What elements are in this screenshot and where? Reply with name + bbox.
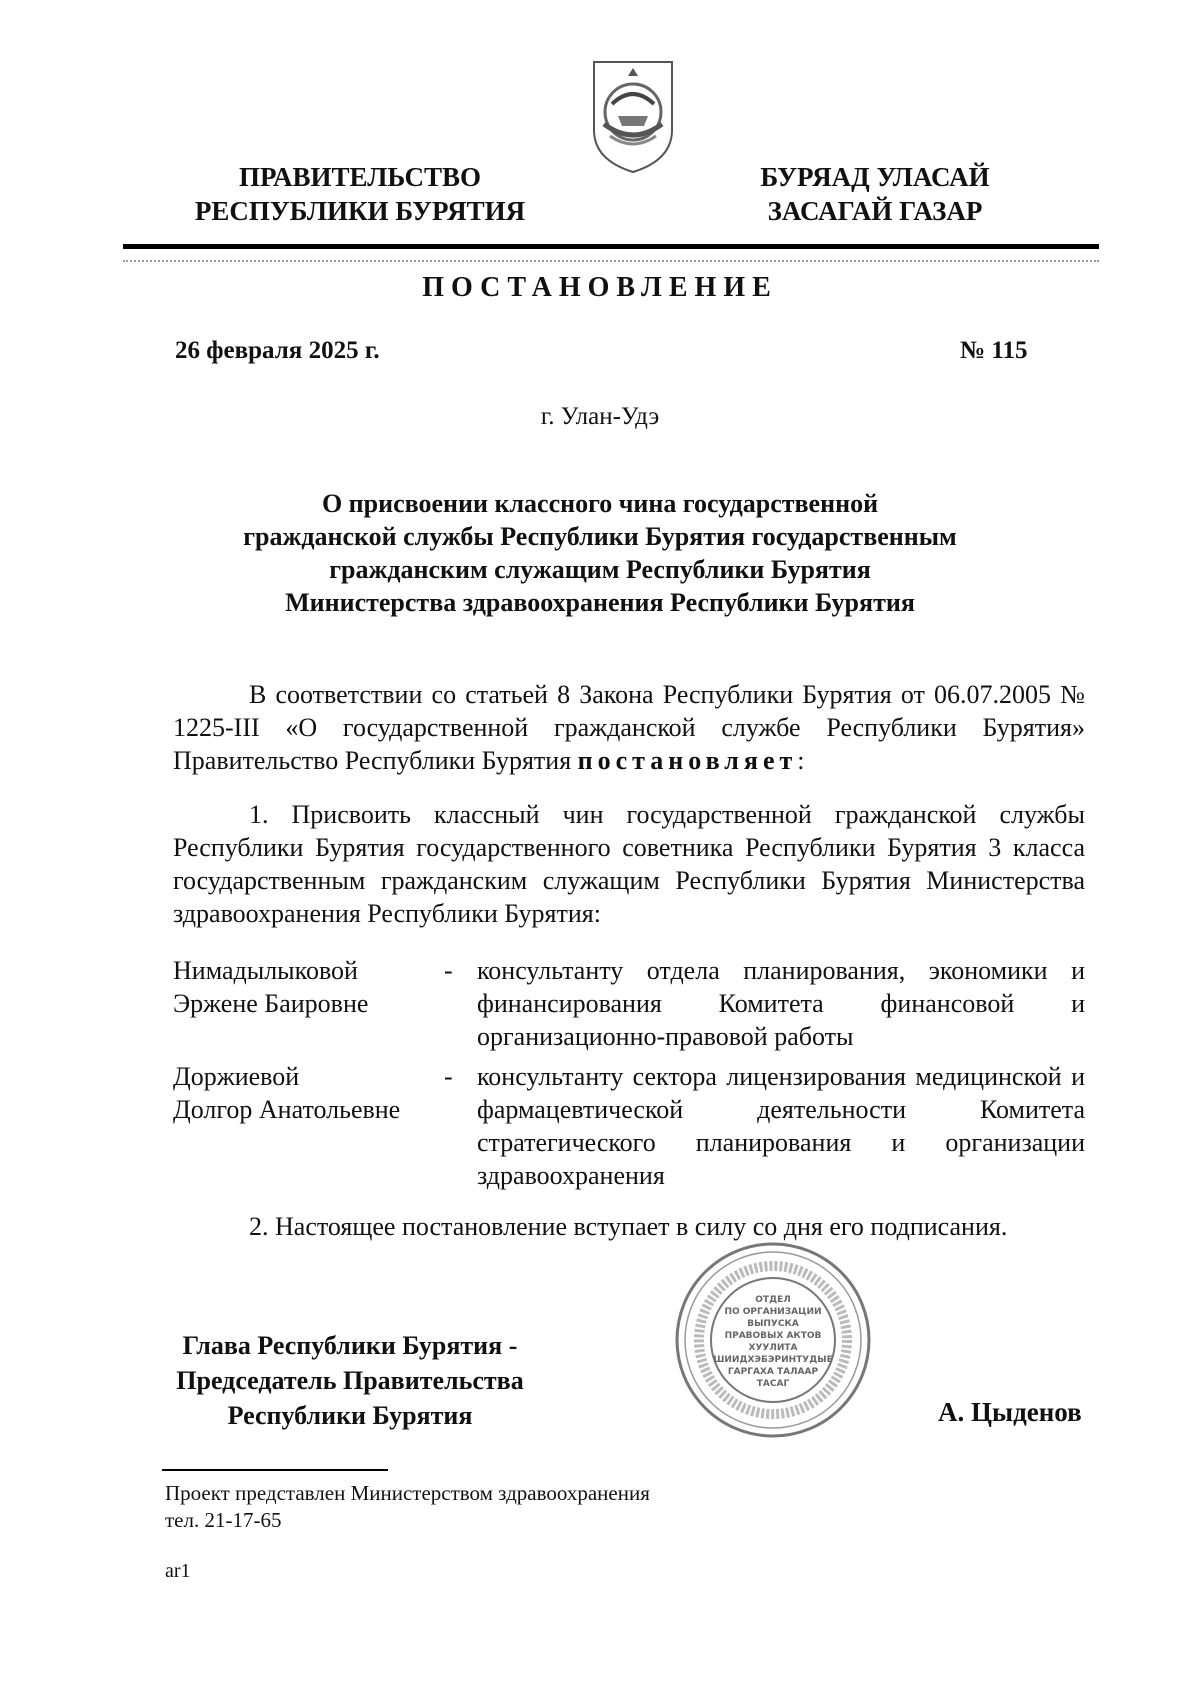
appointee-position: консультанту сектора лицензирования медицинской и фармацевтической деятельности Комитета стратегического планирования и организации здравоохранения bbox=[477, 1062, 1085, 1190]
signatory-title: Глава Республики Бурятия - Председатель Правительства Республики Бурятия bbox=[176, 1331, 524, 1430]
svg-text:ПО ОРГАНИЗАЦИИ: ПО ОРГАНИЗАЦИИ bbox=[724, 1307, 822, 1317]
document-city: г. Улан-Удэ bbox=[540, 403, 660, 430]
svg-text:ВЫПУСКА: ВЫПУСКА bbox=[747, 1319, 799, 1329]
clause-2: 2. Настоящее постановление вступает в силу со дня его подписания. bbox=[249, 1212, 1008, 1241]
svg-text:ШИИДХЭБЭРИНТУДЫЕ: ШИИДХЭБЭРИНТУДЫЕ bbox=[713, 1355, 833, 1365]
svg-text:ПРАВОВЫХ АКТОВ: ПРАВОВЫХ АКТОВ bbox=[724, 1331, 822, 1341]
intro-paragraph: В соответствии со статьей 8 Закона Республики Бурятия от 06.07.2005 № 1225-III «О государственной гражданской службе Республики Бурятия» Правительство Республики Бурятия постановляет: bbox=[173, 680, 1085, 775]
coat-of-arms-emblem bbox=[590, 56, 676, 174]
appointee-name: Доржиевой Долгор Анатольевне bbox=[173, 1062, 401, 1124]
header-divider-thick bbox=[123, 244, 1099, 249]
svg-text:ХУУЛИТА: ХУУЛИТА bbox=[748, 1343, 798, 1353]
document-date: 26 февраля 2025 г. bbox=[175, 337, 380, 364]
document-type: ПОСТАНОВЛЕНИЕ bbox=[422, 272, 778, 303]
svg-text:ТАСАГ: ТАСАГ bbox=[756, 1379, 790, 1389]
official-seal-stamp bbox=[673, 1240, 873, 1440]
appointee-name: Нимадылыковой Эржене Баировне bbox=[173, 956, 369, 1018]
document-number: № 115 bbox=[960, 337, 1028, 364]
appointee-dash: - bbox=[444, 1062, 453, 1091]
footnote: Проект представлен Министерством здравоохранения тел. 21-17-65 bbox=[165, 1481, 650, 1532]
document-title: О присвоении классного чина государственной гражданской службы Республики Бурятия государственным гражданским служащим Республики Бурятия Министерства здравоохранения Республики Бурятия bbox=[243, 489, 957, 617]
decree-keyword: постановляет bbox=[577, 746, 798, 775]
signatory-name: А. Цыденов bbox=[938, 1397, 1082, 1427]
document-code: ar1 bbox=[165, 1560, 191, 1582]
organization-name-buryat: БУРЯАД УЛАСАЙ ЗАСАГАЙ ГАЗАР bbox=[760, 162, 990, 226]
footnote-divider bbox=[162, 1469, 388, 1471]
clause-1: 1. Присвоить классный чин государственной гражданской службы Республики Бурятия государственного советника Республики Бурятия 3 класса государственным гражданским служащим Республики Бурятия Министерства здравоохранения Республики Бурятия: bbox=[173, 800, 1085, 928]
svg-text:ОТДЕЛ: ОТДЕЛ bbox=[755, 1295, 791, 1305]
appointee-position: консультанту отдела планирования, экономики и финансирования Комитета финансовой и организационно-правовой работы bbox=[477, 956, 1085, 1051]
header-divider-dotted bbox=[123, 260, 1099, 262]
appointee-dash: - bbox=[444, 956, 453, 985]
svg-text:ГАРГАХА ТАЛААР: ГАРГАХА ТАЛААР bbox=[727, 1367, 819, 1377]
organization-name-russian: ПРАВИТЕЛЬСТВО РЕСПУБЛИКИ БУРЯТИЯ bbox=[194, 162, 526, 226]
